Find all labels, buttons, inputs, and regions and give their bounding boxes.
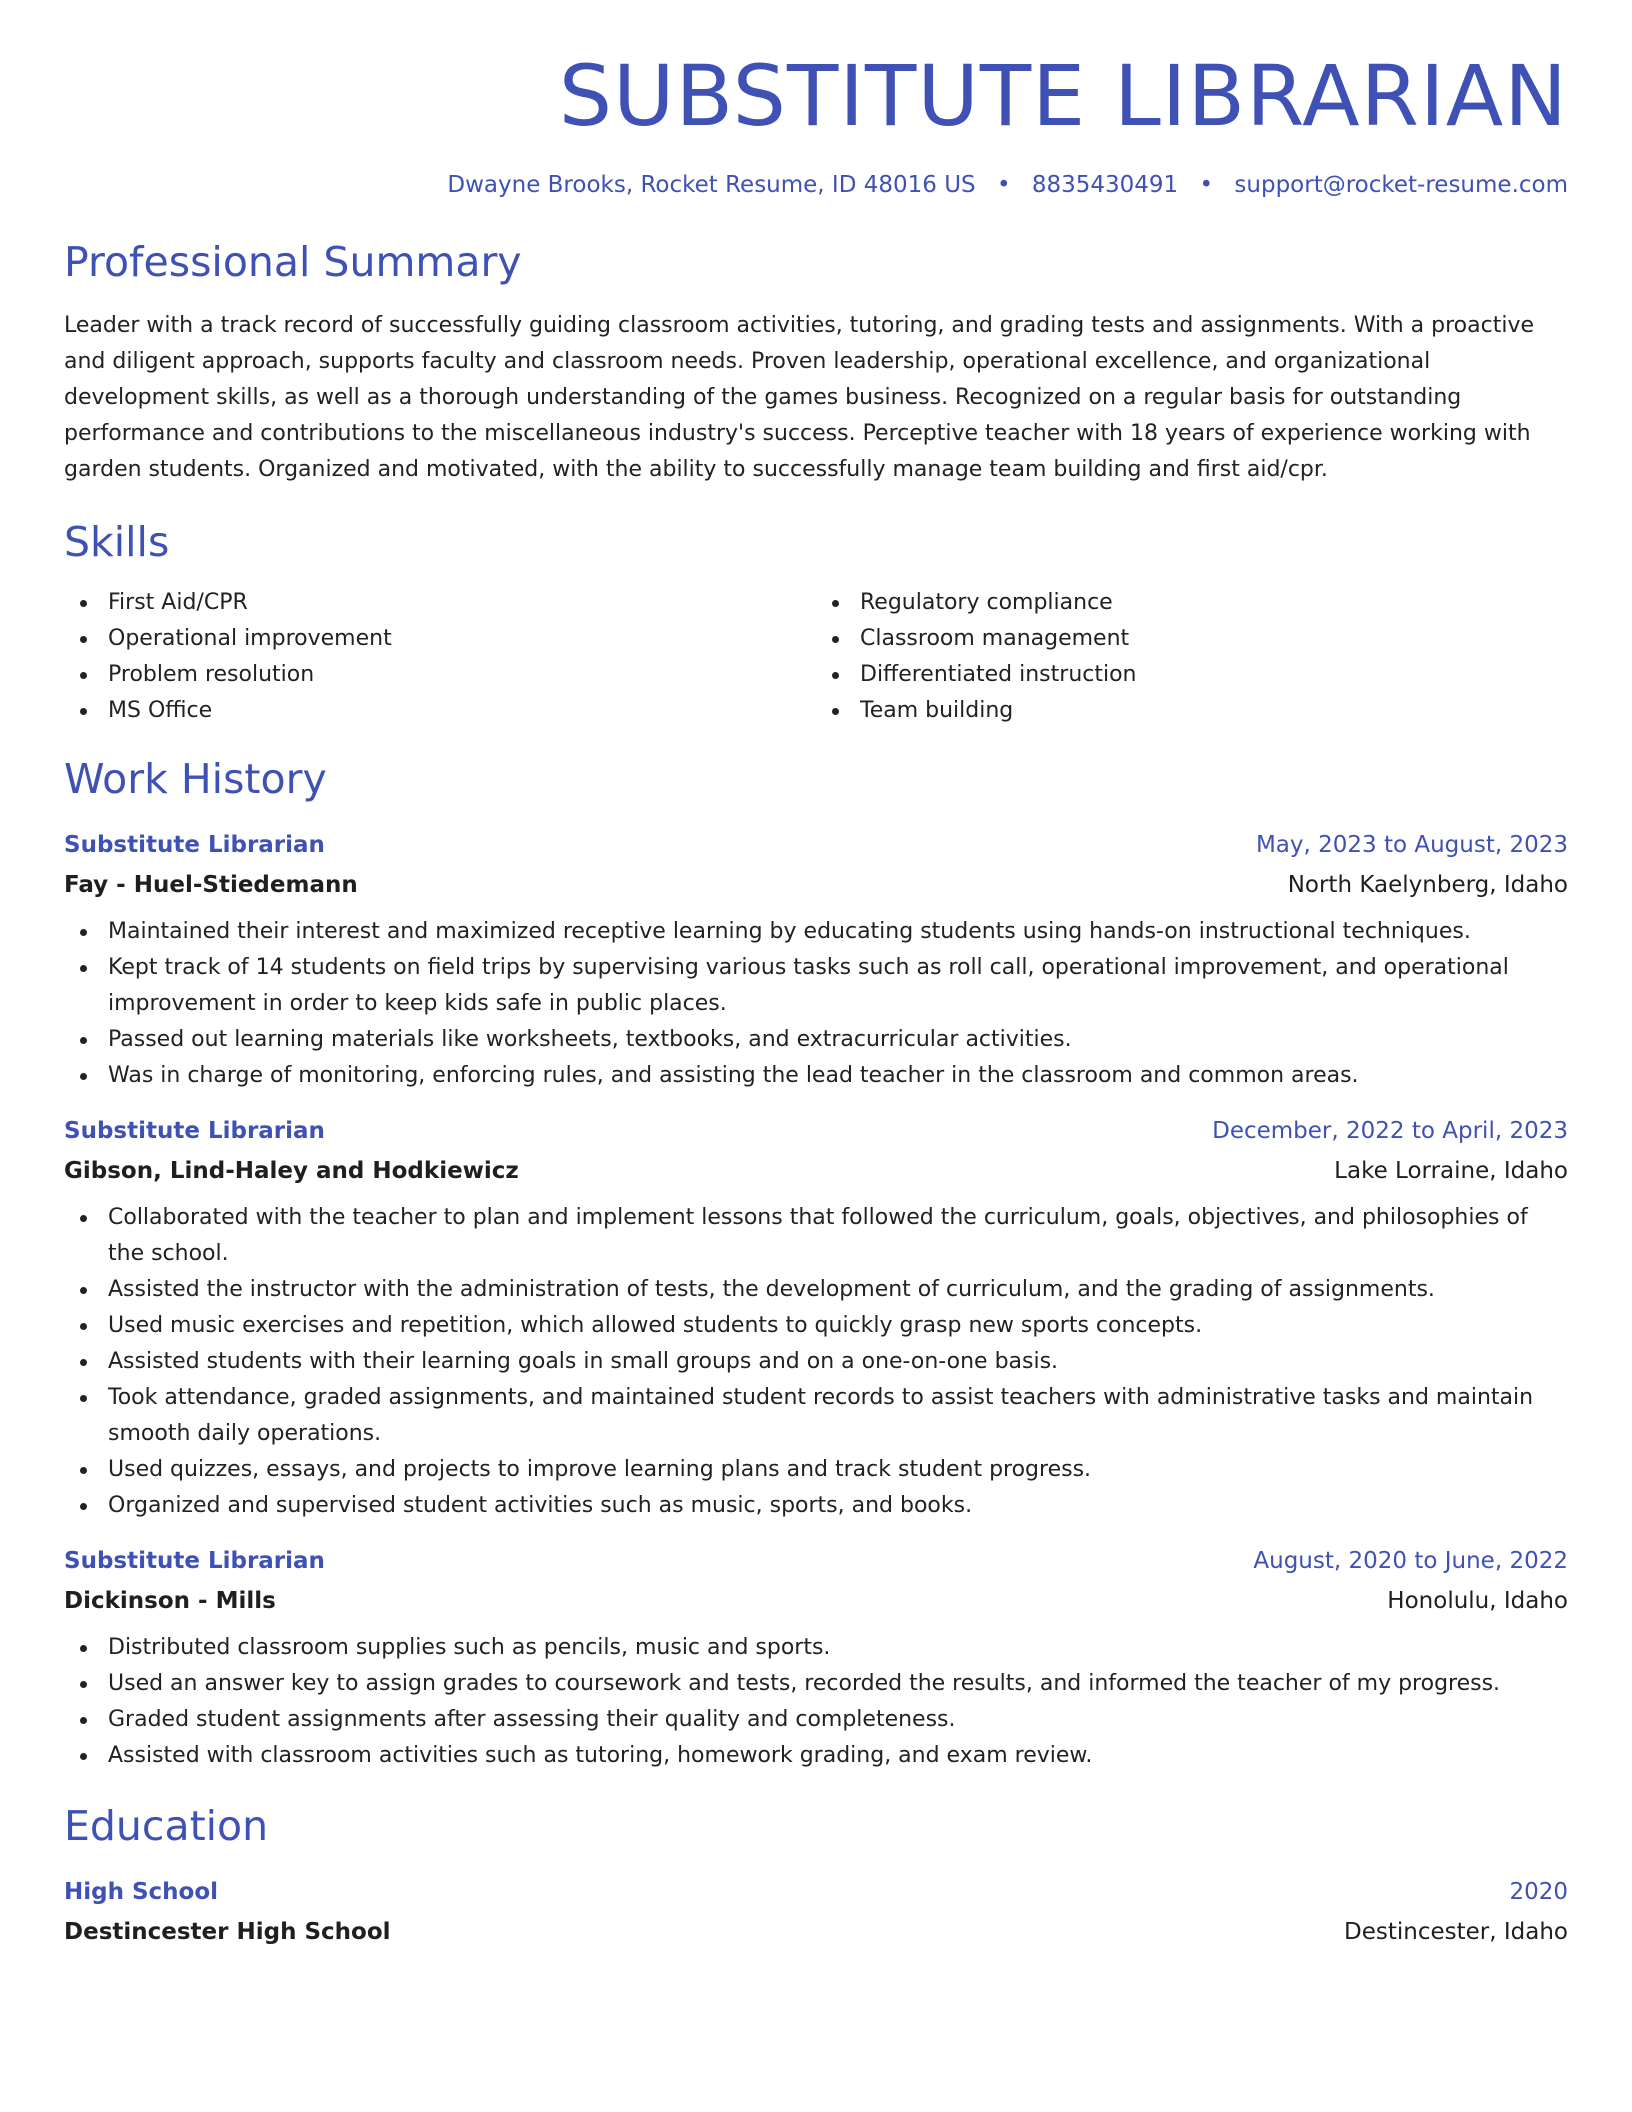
resume-title: SUBSTITUTE LIBRARIAN <box>558 47 1568 145</box>
job-location: North Kaelynberg, Idaho <box>1287 871 1568 898</box>
section-heading-summary: Professional Summary <box>64 238 522 287</box>
job-bullet: Used quizzes, essays, and projects to improve learning plans and track student progress. <box>64 1452 1568 1488</box>
job-bullet: Collaborated with the teacher to plan and implement lessons that followed the curriculum, goals, objectives, and philosophies of the school. <box>64 1200 1568 1272</box>
skills-column-left <box>64 585 816 729</box>
skill-item: Classroom management <box>816 621 1568 657</box>
job-header-row <box>64 1118 1568 1144</box>
contact-separator: • <box>996 172 1011 199</box>
job-bullets <box>64 914 1568 1094</box>
job-header-row <box>64 832 1568 858</box>
job-entry <box>64 1548 1568 1774</box>
job-bullet: Graded student assignments after assessing their quality and completeness. <box>64 1702 1568 1738</box>
skill-item: Regulatory compliance <box>816 585 1568 621</box>
job-title: Substitute Librarian <box>64 1117 325 1144</box>
contact-email[interactable]: support@rocket-resume.com <box>1234 172 1568 199</box>
education-school-row <box>64 1919 1568 1945</box>
job-bullet: Assisted students with their learning goals in small groups and on a one-on-one basis. <box>64 1344 1568 1380</box>
job-employer-row <box>64 1158 1568 1184</box>
job-header-row <box>64 1548 1568 1574</box>
skills-grid <box>64 585 1568 729</box>
job-dates: December, 2022 to April, 2023 <box>1212 1117 1568 1144</box>
job-dates: August, 2020 to June, 2022 <box>1253 1547 1568 1574</box>
job-title: Substitute Librarian <box>64 1547 325 1574</box>
job-entry <box>64 832 1568 1094</box>
job-entry <box>64 1118 1568 1524</box>
job-bullet: Organized and supervised student activities such as music, sports, and books. <box>64 1488 1568 1524</box>
contact-address: Dwayne Brooks, Rocket Resume, ID 48016 US <box>447 172 976 199</box>
summary-text: Leader with a track record of successfully guiding classroom activities, tutoring, and grading tests and assignments. With a proactive and diligent approach, supports faculty and classroom needs. Proven leadership, operational excellence, and organizational development skills, as well as a thorough understanding of the games business. Recognized on a regular basis for outstanding performance and contributions to the miscellaneous industry's success. Perceptive teacher with 18 years of experience working with garden students. Organized and motivated, with the ability to successfully manage team building and first aid/cpr. <box>64 312 1535 482</box>
section-heading-education: Education <box>64 1801 269 1850</box>
job-dates: May, 2023 to August, 2023 <box>1255 831 1568 858</box>
job-employer-row <box>64 872 1568 898</box>
education-entry <box>64 1879 1568 1945</box>
job-location: Honolulu, Idaho <box>1387 1587 1568 1614</box>
job-bullet: Took attendance, graded assignments, and maintained student records to assist teachers with administrative tasks and maintain smooth daily operations. <box>64 1380 1568 1452</box>
job-bullet: Passed out learning materials like worksheets, textbooks, and extracurricular activities. <box>64 1022 1568 1058</box>
contact-separator: • <box>1199 172 1214 199</box>
skill-item: First Aid/CPR <box>64 585 816 621</box>
job-bullet: Kept track of 14 students on field trips by supervising various tasks such as roll call, operational improvement, and operational improvement in order to keep kids safe in public places. <box>64 950 1568 1022</box>
skills-column-right <box>816 585 1568 729</box>
job-employer-row <box>64 1588 1568 1614</box>
section-heading-work-history: Work History <box>64 754 327 803</box>
job-employer: Gibson, Lind-Haley and Hodkiewicz <box>64 1157 519 1184</box>
skill-item: Problem resolution <box>64 657 816 693</box>
job-bullet: Assisted with classroom activities such as tutoring, homework grading, and exam review. <box>64 1738 1568 1774</box>
contact-phone: 8835430491 <box>1031 172 1179 199</box>
job-bullet: Distributed classroom supplies such as pencils, music and sports. <box>64 1630 1568 1666</box>
job-bullet: Maintained their interest and maximized receptive learning by educating students using hands-on instructional techniques. <box>64 914 1568 950</box>
section-heading-skills: Skills <box>64 517 170 566</box>
job-bullet: Assisted the instructor with the administration of tests, the development of curriculum, and the grading of assignments. <box>64 1272 1568 1308</box>
job-location: Lake Lorraine, Idaho <box>1334 1157 1568 1184</box>
job-employer: Fay - Huel-Stiedemann <box>64 871 358 898</box>
professional-summary-section <box>64 238 1568 487</box>
education-section <box>64 1802 1568 1945</box>
work-history-section <box>64 755 1568 1774</box>
job-bullet: Was in charge of monitoring, enforcing rules, and assisting the lead teacher in the classroom and common areas. <box>64 1058 1568 1094</box>
job-bullet: Used music exercises and repetition, which allowed students to quickly grasp new sports concepts. <box>64 1308 1568 1344</box>
education-school: Destincester High School <box>64 1919 391 1946</box>
skill-item: Differentiated instruction <box>816 657 1568 693</box>
job-bullet: Used an answer key to assign grades to coursework and tests, recorded the results, and informed the teacher of my progress. <box>64 1666 1568 1702</box>
skill-item: Team building <box>816 693 1568 729</box>
skill-item: Operational improvement <box>64 621 816 657</box>
education-year: 2020 <box>1509 1879 1568 1906</box>
job-employer: Dickinson - Mills <box>64 1587 276 1614</box>
education-header-row <box>64 1879 1568 1905</box>
job-bullets <box>64 1630 1568 1774</box>
job-bullets <box>64 1200 1568 1524</box>
resume-header <box>64 47 1568 199</box>
education-location: Destincester, Idaho <box>1344 1919 1568 1946</box>
skill-item: MS Office <box>64 693 816 729</box>
contact-line <box>64 172 1568 198</box>
skills-section <box>64 518 1568 729</box>
job-title: Substitute Librarian <box>64 831 325 858</box>
education-degree: High School <box>64 1879 219 1906</box>
